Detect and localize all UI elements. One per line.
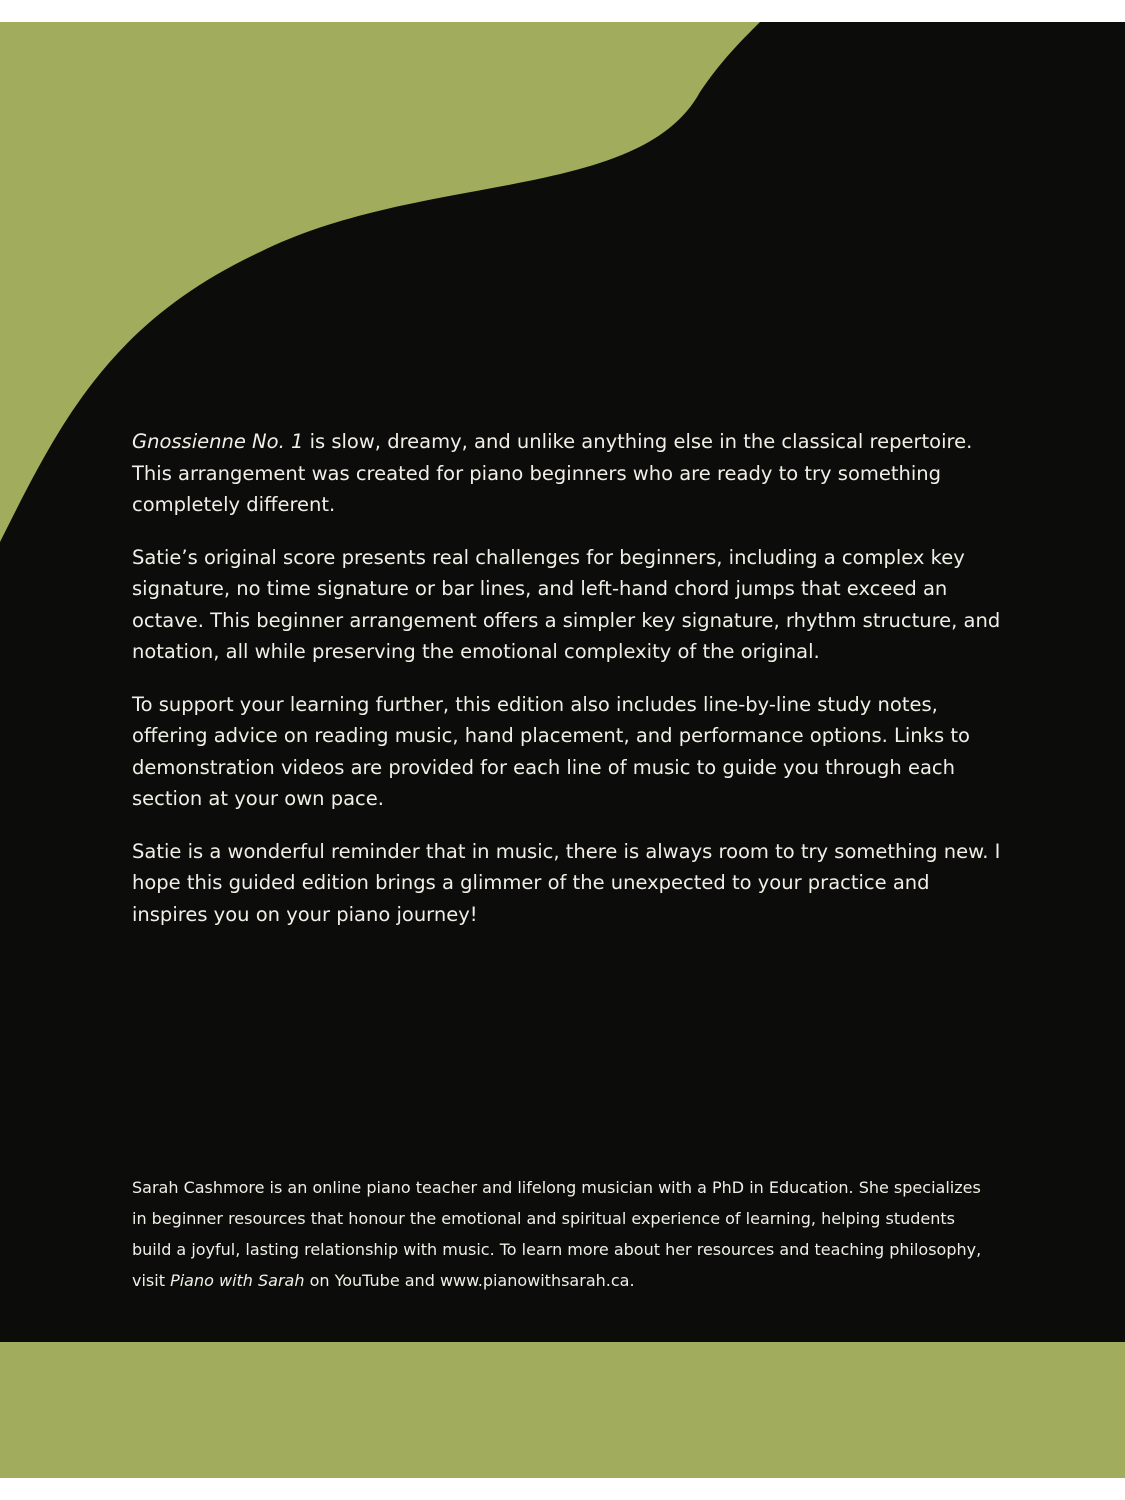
- author-bio: [132, 1172, 992, 1296]
- description-text: [132, 426, 1002, 951]
- paragraph-1-text: is slow, dreamy, and unlike anything else in the classical repertoire. This arrangement was created for piano beginners who are ready to try something completely different.: [132, 430, 973, 516]
- paragraph-2: Satie’s original score presents real challenges for beginners, including a complex key signature, no time signature or bar lines, and left-hand chord jumps that exceed an octave. This beginner arrangement offers a simpler key signature, rhythm structure, and notation, all while preserving the emotional complexity of the original.: [132, 545, 1001, 663]
- author-bio-paragraph: [132, 1172, 992, 1296]
- paragraph-4: Satie is a wonderful reminder that in music, there is always room to try something new. I hope this guided edition brings a glimmer of the unexpected to your practice and inspires you on your piano journey!: [132, 839, 1001, 926]
- paragraph-1: [132, 426, 1002, 521]
- bio-text-1: Sarah Cashmore is an online piano teacher and lifelong musician with a PhD in Education. She specializes in beginner resources that honour the emotional and spiritual experience of learning, helping students build a joyful, lasting relationship with music. To learn more about her resources and teaching philosophy, visit: [132, 1178, 982, 1290]
- channel-name: Piano with Sarah: [170, 1271, 305, 1290]
- bio-text-2: on YouTube and www.pianowithsarah.ca.: [304, 1271, 635, 1290]
- back-cover: [0, 22, 1125, 1478]
- paragraph-3: To support your learning further, this edition also includes line-by-line study notes, offering advice on reading music, hand placement, and performance options. Links to demonstration videos are provided for each line of music to guide you through each section at your own pace.: [132, 692, 970, 810]
- piece-title: Gnossienne No. 1: [132, 430, 304, 453]
